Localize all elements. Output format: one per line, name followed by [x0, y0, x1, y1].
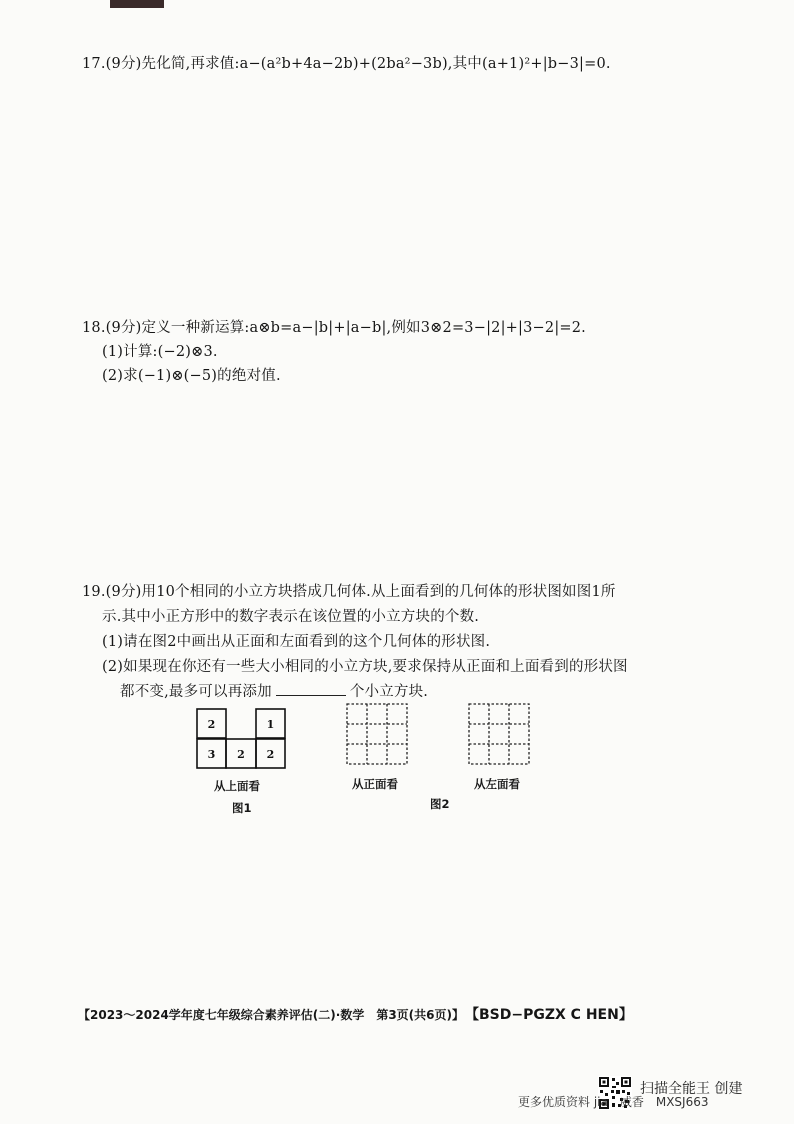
answer-blank[interactable]: [276, 681, 346, 696]
question-18-text: 18.(9分)定义一种新运算:a⊗b=a−|b|+|a−b|,例如3⊗2=3−|2|+|3−2|=2.: [82, 320, 586, 336]
question-18: [82, 316, 586, 388]
watermark-text: 更多优质资料 jia 威香 MXSJ663: [518, 1095, 709, 1109]
question-19-part-2-cont: 都不变,最多可以再添加 个小立方块.: [82, 680, 628, 705]
top-view-cell-1-1: 2: [207, 718, 216, 731]
question-19-part-2: (2)如果现在你还有一些大小相同的小立方块,要求保持从正面和上面看到的形状图: [102, 659, 628, 675]
figure-2-left-view-grid[interactable]: [468, 703, 532, 767]
top-view-cell-1-3: 1: [266, 718, 275, 731]
top-view-cell-2-2: 2: [237, 748, 245, 761]
top-view-cell-2-3: 2: [266, 748, 275, 761]
figure-1-caption: 图1: [232, 801, 252, 815]
question-17-text: 17.(9分)先化简,再求值:a−(a²b+4a−2b)+(2ba²−3b),其中(a+1)²+|b−3|=0.: [82, 56, 611, 72]
question-17: [82, 52, 611, 76]
question-19: [82, 580, 628, 705]
figure-1-top-view: [196, 708, 292, 770]
figure-2-left-caption: 从左面看: [474, 777, 520, 791]
page-footer: [78, 1004, 633, 1024]
top-scan-mark: [110, 0, 164, 8]
question-19-text: 19.(9分)用10个相同的小立方块搭成几何体.从上面看到的几何体的形状图如图1所: [82, 584, 616, 600]
figure-2-front-caption: 从正面看: [352, 777, 398, 791]
figure-1-view-caption: 从上面看: [214, 779, 260, 793]
top-view-cell-2-1: 3: [207, 748, 216, 761]
question-19-part-1: (1)请在图2中画出从正面和左面看到的这个几何体的形状图.: [102, 634, 491, 650]
question-19-text-cont: 示.其中小正方形中的数字表示在该位置的小立方块的个数.: [102, 609, 480, 625]
scanner-brand: 扫描全能王 创建: [640, 1081, 743, 1097]
figure-2-caption: 图2: [430, 797, 450, 811]
question-18-part-2: (2)求(−1)⊗(−5)的绝对值.: [102, 368, 281, 384]
footer-code: 【BSD−PGZX C HEN】: [472, 1007, 633, 1023]
question-18-part-1: (1)计算:(−2)⊗3.: [102, 344, 218, 360]
footer-exam-info: 【2023～2024学年度七年级综合素养评估(二)·数学 第3页(共6页)】: [78, 1008, 464, 1022]
figure-2-front-view-grid[interactable]: [346, 703, 410, 767]
